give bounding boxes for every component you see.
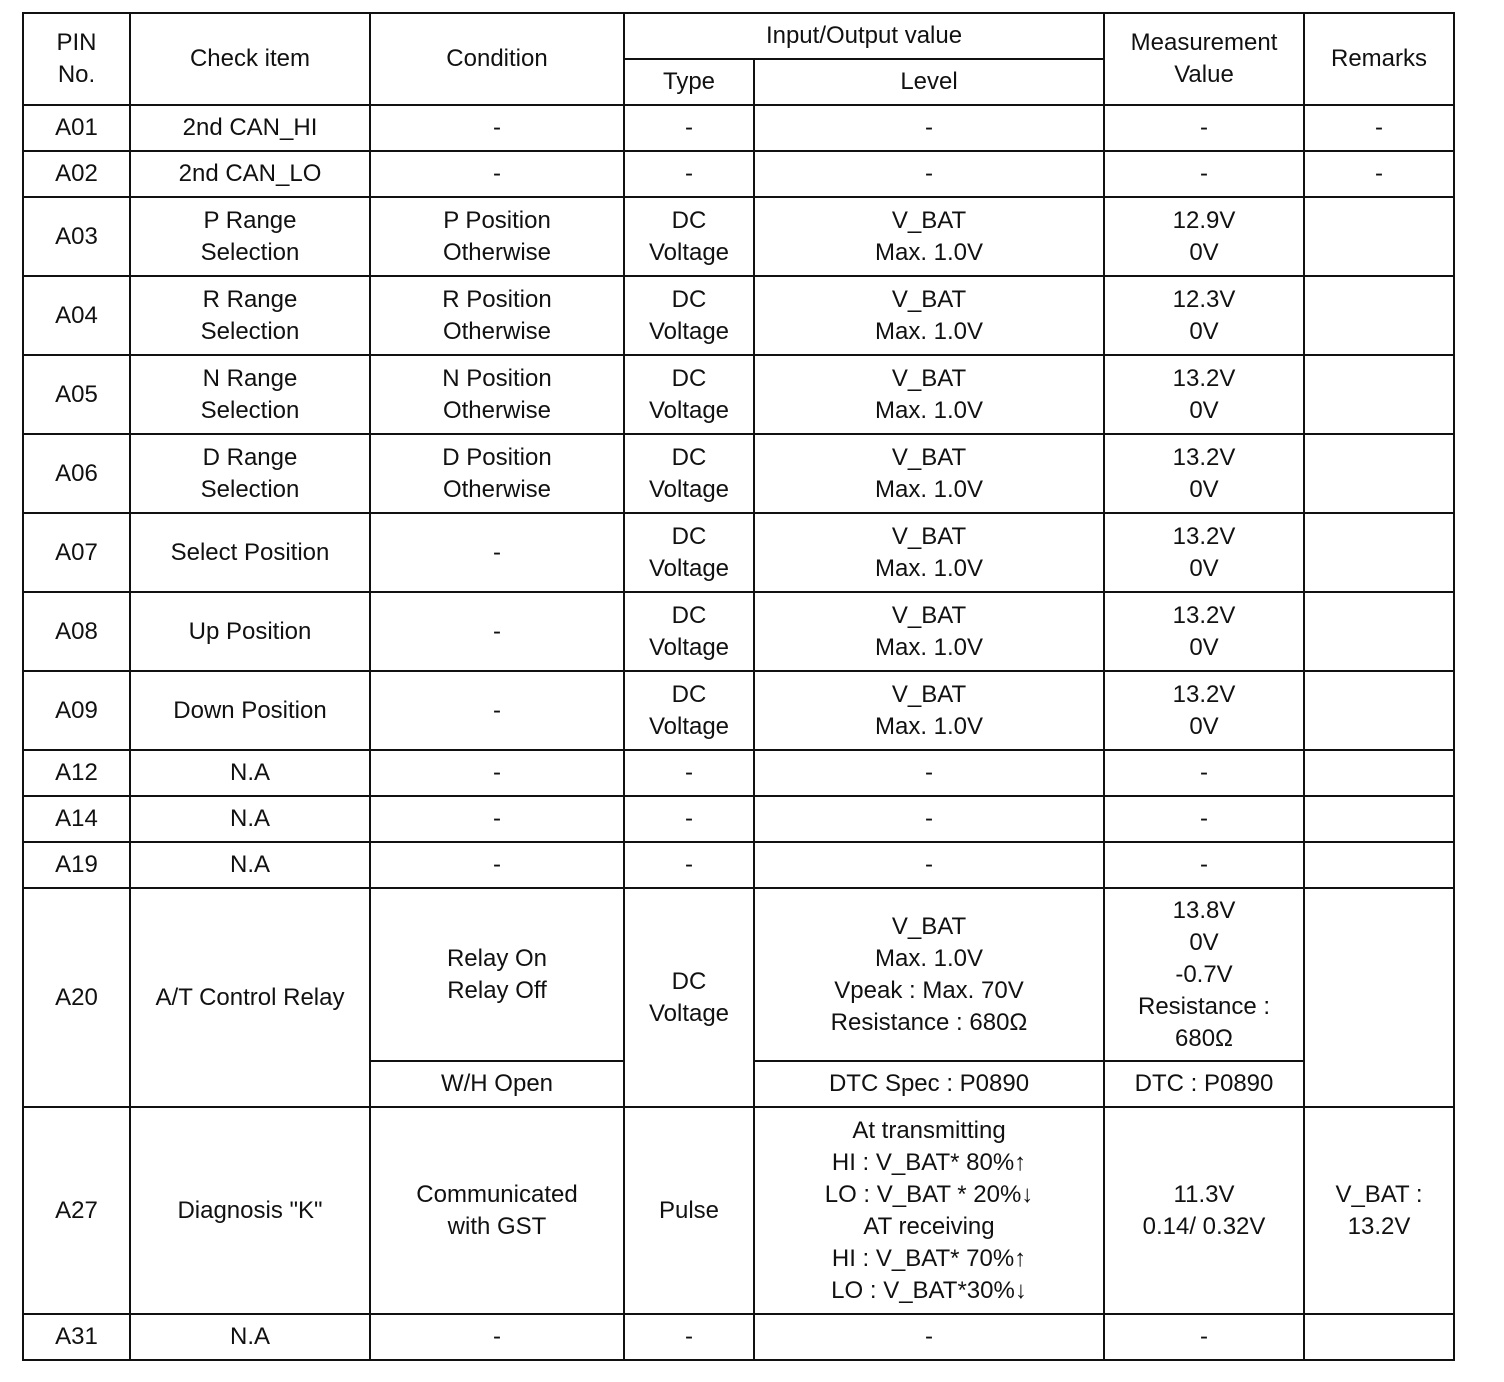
type-cell: - <box>624 842 754 888</box>
table-row <box>23 592 1454 671</box>
header-measurement: Measurement Value <box>1104 13 1304 105</box>
pin-cell: A31 <box>23 1314 130 1360</box>
header-type: Type <box>624 59 754 105</box>
measurement-cell: 12.3V 0V <box>1104 276 1304 355</box>
pin-check-table <box>22 12 1455 1361</box>
check-item-cell: Up Position <box>130 592 370 671</box>
level-cell: DTC Spec : P0890 <box>754 1061 1104 1107</box>
type-cell: DC Voltage <box>624 888 754 1107</box>
remarks-cell <box>1304 355 1454 434</box>
table-row <box>23 276 1454 355</box>
type-cell: DC Voltage <box>624 276 754 355</box>
measurement-cell: - <box>1104 151 1304 197</box>
condition-cell: N Position Otherwise <box>370 355 624 434</box>
level-cell: - <box>754 842 1104 888</box>
header-io-value: Input/Output value <box>624 13 1104 59</box>
measurement-cell: 11.3V 0.14/ 0.32V <box>1104 1107 1304 1314</box>
measurement-cell: 13.8V 0V -0.7V Resistance : 680Ω <box>1104 888 1304 1061</box>
measurement-cell: 12.9V 0V <box>1104 197 1304 276</box>
remarks-cell <box>1304 513 1454 592</box>
condition-cell: - <box>370 513 624 592</box>
table-row <box>23 151 1454 197</box>
table-row-a27 <box>23 1107 1454 1314</box>
check-item-cell: P Range Selection <box>130 197 370 276</box>
remarks-cell: - <box>1304 105 1454 151</box>
condition-cell: - <box>370 796 624 842</box>
level-cell: - <box>754 1314 1104 1360</box>
condition-cell: R Position Otherwise <box>370 276 624 355</box>
level-cell: V_BAT Max. 1.0V Vpeak : Max. 70V Resistance : 680Ω <box>754 888 1104 1061</box>
check-item-cell: N.A <box>130 750 370 796</box>
condition-cell: P Position Otherwise <box>370 197 624 276</box>
measurement-cell: - <box>1104 105 1304 151</box>
type-cell: - <box>624 1314 754 1360</box>
condition-cell: - <box>370 842 624 888</box>
measurement-cell: 13.2V 0V <box>1104 434 1304 513</box>
remarks-cell <box>1304 888 1454 1107</box>
pin-cell: A07 <box>23 513 130 592</box>
remarks-cell <box>1304 671 1454 750</box>
check-item-cell: D Range Selection <box>130 434 370 513</box>
remarks-cell <box>1304 592 1454 671</box>
pin-cell: A03 <box>23 197 130 276</box>
check-item-cell: N.A <box>130 796 370 842</box>
level-cell: V_BAT Max. 1.0V <box>754 671 1104 750</box>
measurement-cell: - <box>1104 796 1304 842</box>
condition-cell: Relay On Relay Off <box>370 888 624 1061</box>
condition-cell: Communicated with GST <box>370 1107 624 1314</box>
level-cell: - <box>754 750 1104 796</box>
table-row <box>23 434 1454 513</box>
level-cell: V_BAT Max. 1.0V <box>754 592 1104 671</box>
table-row <box>23 355 1454 434</box>
check-item-cell: Diagnosis "K" <box>130 1107 370 1314</box>
check-item-cell: Select Position <box>130 513 370 592</box>
condition-cell: - <box>370 105 624 151</box>
level-cell: V_BAT Max. 1.0V <box>754 513 1104 592</box>
pin-cell: A06 <box>23 434 130 513</box>
remarks-cell <box>1304 750 1454 796</box>
measurement-cell: 13.2V 0V <box>1104 355 1304 434</box>
remarks-cell: - <box>1304 151 1454 197</box>
check-item-cell: N.A <box>130 1314 370 1360</box>
condition-cell: - <box>370 592 624 671</box>
type-cell: DC Voltage <box>624 513 754 592</box>
level-cell: - <box>754 151 1104 197</box>
condition-cell: D Position Otherwise <box>370 434 624 513</box>
type-cell: DC Voltage <box>624 355 754 434</box>
header-remarks: Remarks <box>1304 13 1454 105</box>
header-pin-no: PIN No. <box>23 13 130 105</box>
level-cell: At transmitting HI : V_BAT* 80%↑ LO : V_BAT * 20%↓ AT receiving HI : V_BAT* 70%↑ LO : V_BAT*30%↓ <box>754 1107 1104 1314</box>
condition-cell: - <box>370 671 624 750</box>
pin-cell: A09 <box>23 671 130 750</box>
type-cell: DC Voltage <box>624 592 754 671</box>
pin-cell: A20 <box>23 888 130 1107</box>
check-item-cell: 2nd CAN_HI <box>130 105 370 151</box>
pin-cell: A02 <box>23 151 130 197</box>
header-row <box>23 13 1454 59</box>
remarks-cell <box>1304 197 1454 276</box>
table-row <box>23 105 1454 151</box>
type-cell: - <box>624 750 754 796</box>
pin-cell: A01 <box>23 105 130 151</box>
remarks-cell: V_BAT : 13.2V <box>1304 1107 1454 1314</box>
remarks-cell <box>1304 276 1454 355</box>
pin-cell: A12 <box>23 750 130 796</box>
check-item-cell: 2nd CAN_LO <box>130 151 370 197</box>
type-cell: DC Voltage <box>624 197 754 276</box>
type-cell: - <box>624 151 754 197</box>
condition-cell: - <box>370 750 624 796</box>
pin-cell: A05 <box>23 355 130 434</box>
pin-cell: A08 <box>23 592 130 671</box>
table-row <box>23 671 1454 750</box>
remarks-cell <box>1304 796 1454 842</box>
check-item-cell: R Range Selection <box>130 276 370 355</box>
level-cell: - <box>754 796 1104 842</box>
table-row-a20 <box>23 888 1454 1061</box>
level-cell: - <box>754 105 1104 151</box>
type-cell: DC Voltage <box>624 434 754 513</box>
pin-cell: A27 <box>23 1107 130 1314</box>
remarks-cell <box>1304 842 1454 888</box>
type-cell: - <box>624 105 754 151</box>
header-level: Level <box>754 59 1104 105</box>
level-cell: V_BAT Max. 1.0V <box>754 355 1104 434</box>
type-cell: DC Voltage <box>624 671 754 750</box>
pin-cell: A04 <box>23 276 130 355</box>
pin-cell: A19 <box>23 842 130 888</box>
condition-cell: - <box>370 1314 624 1360</box>
level-cell: V_BAT Max. 1.0V <box>754 434 1104 513</box>
header-condition: Condition <box>370 13 624 105</box>
measurement-cell: 13.2V 0V <box>1104 671 1304 750</box>
table-row <box>23 513 1454 592</box>
check-item-cell: N Range Selection <box>130 355 370 434</box>
check-item-cell: Down Position <box>130 671 370 750</box>
condition-cell: W/H Open <box>370 1061 624 1107</box>
table-row <box>23 1314 1454 1360</box>
remarks-cell <box>1304 434 1454 513</box>
table-row <box>23 842 1454 888</box>
level-cell: V_BAT Max. 1.0V <box>754 276 1104 355</box>
measurement-cell: 13.2V 0V <box>1104 592 1304 671</box>
header-check-item: Check item <box>130 13 370 105</box>
check-item-cell: A/T Control Relay <box>130 888 370 1107</box>
type-cell: Pulse <box>624 1107 754 1314</box>
type-cell: - <box>624 796 754 842</box>
table-row <box>23 796 1454 842</box>
remarks-cell <box>1304 1314 1454 1360</box>
measurement-cell: 13.2V 0V <box>1104 513 1304 592</box>
measurement-cell: - <box>1104 750 1304 796</box>
pin-cell: A14 <box>23 796 130 842</box>
level-cell: V_BAT Max. 1.0V <box>754 197 1104 276</box>
measurement-cell: - <box>1104 1314 1304 1360</box>
check-item-cell: N.A <box>130 842 370 888</box>
measurement-cell: - <box>1104 842 1304 888</box>
measurement-cell: DTC : P0890 <box>1104 1061 1304 1107</box>
table-row <box>23 750 1454 796</box>
table-row <box>23 197 1454 276</box>
condition-cell: - <box>370 151 624 197</box>
